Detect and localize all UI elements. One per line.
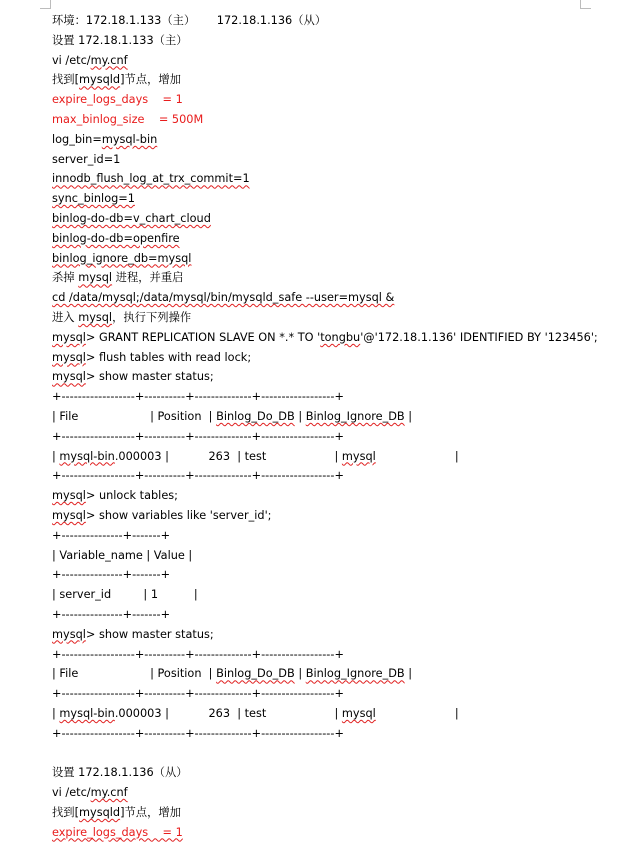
spellcheck-flagged-text: expire_logs_days = 1 — [52, 825, 183, 839]
spellcheck-flagged-text: cd /data/mysql;/data/mysql/bin/mysqld_safe --user=mysql & — [52, 291, 395, 305]
document-line — [52, 645, 622, 665]
document-line — [52, 209, 622, 229]
spellcheck-flagged-text: mysql — [341, 706, 376, 720]
line-text: ，执行下列操作 — [112, 310, 192, 324]
line-text: > show variables like 'server_id'; — [85, 508, 272, 522]
line-text: ]节点，增加 — [120, 805, 181, 819]
line-text: vi /etc/ — [52, 786, 91, 800]
document-line — [52, 823, 622, 842]
line-text: | — [52, 706, 60, 720]
document-line — [52, 625, 622, 645]
line-text: 设置 172.18.1.133（主） — [52, 33, 188, 47]
line-text: vi /etc/ — [52, 53, 91, 67]
line-text: .000003 | 263 | test | — [114, 706, 342, 720]
document-line — [52, 110, 622, 130]
document-body[interactable] — [52, 11, 622, 842]
spellcheck-flagged-text: Binlog_Do_DB — [216, 409, 295, 423]
line-text: ]节点，增加 — [120, 73, 181, 87]
document-line — [52, 585, 622, 605]
document-line — [52, 684, 622, 704]
spellcheck-flagged-text: Binlog_Do_DB — [216, 667, 295, 681]
line-text: 找到[ — [52, 73, 80, 87]
line-text: | — [375, 449, 459, 463]
spellcheck-flagged-text: mysql — [341, 449, 376, 463]
document-line — [52, 486, 622, 506]
line-text: | — [294, 409, 306, 423]
spellcheck-flagged-text: mysql — [52, 627, 86, 641]
document-line — [52, 130, 622, 150]
document-line — [52, 367, 622, 387]
line-text: 设置 172.18.1.136（从） — [52, 766, 188, 780]
line-text: '@'172.18.1.136' IDENTIFIED BY '123456'; — [360, 330, 598, 344]
line-text: | File | Position | — [52, 667, 217, 681]
line-text: +------------------+----------+--------------+------------------+ — [52, 726, 344, 740]
document-line — [52, 664, 622, 684]
line-text: +------------------+----------+--------------+------------------+ — [52, 687, 344, 701]
line-text: .000003 | 263 | test | — [114, 449, 342, 463]
document-line — [52, 268, 622, 288]
document-line — [52, 565, 622, 585]
line-text: > show master status; — [85, 627, 214, 641]
line-text: +------------------+----------+--------------+------------------+ — [52, 390, 344, 404]
spellcheck-flagged-text: mysqld — [79, 73, 121, 87]
spellcheck-flagged-text: Binlog_Ignore_DB — [305, 409, 405, 423]
line-text: | Variable_name | Value | — [52, 548, 193, 562]
document-line — [52, 90, 622, 110]
spellcheck-flagged-text: mysql — [52, 508, 86, 522]
document-line — [52, 427, 622, 447]
line-text: +------------------+----------+--------------+------------------+ — [52, 647, 344, 661]
spellcheck-flagged-text: mysql-bin — [59, 706, 115, 720]
document-line — [52, 407, 622, 427]
document-line — [52, 447, 622, 467]
document-line — [52, 150, 622, 170]
spellcheck-flagged-text: binlog-do-db=v_chart_cloud — [52, 211, 211, 225]
spellcheck-flagged-text: mysql — [52, 330, 86, 344]
spellcheck-flagged-text: mysql-bin — [101, 132, 158, 146]
line-text: 进程，并重启 — [112, 271, 184, 285]
document-line — [52, 229, 622, 249]
spellcheck-flagged-text: sync_binlog=1 — [52, 192, 135, 206]
document-line — [52, 763, 622, 783]
spellcheck-flagged-text: mysql-bin — [59, 449, 115, 463]
line-text: server_id=1 — [52, 152, 121, 166]
document-line — [52, 51, 622, 71]
line-text: +---------------+-------+ — [52, 528, 171, 542]
document-line — [52, 466, 622, 486]
line-text: +------------------+----------+--------------+------------------+ — [52, 429, 344, 443]
line-text: > show master status; — [85, 370, 214, 384]
line-text: > flush tables with read lock; — [85, 350, 252, 364]
document-line — [52, 743, 622, 763]
document-line — [52, 526, 622, 546]
spellcheck-flagged-text: mysql — [52, 370, 86, 384]
document-line — [52, 605, 622, 625]
spellcheck-flagged-text: mysql — [78, 271, 113, 285]
spellcheck-flagged-text: mysql — [52, 350, 86, 364]
line-text: +---------------+-------+ — [52, 607, 171, 621]
spellcheck-flagged-text: tongbu — [320, 330, 361, 344]
document-line — [52, 328, 622, 348]
document-line — [52, 169, 622, 189]
line-text: 环境：172.18.1.133（主） 172.18.1.136（从） — [52, 14, 327, 27]
document-line — [52, 803, 622, 823]
document-line — [52, 387, 622, 407]
spellcheck-flagged-text: mysql — [52, 489, 86, 503]
line-text: 进入 — [52, 310, 79, 324]
page-corner-mark-right — [580, 0, 591, 9]
document-line — [52, 11, 622, 31]
document-line — [52, 308, 622, 328]
line-text: +---------------+-------+ — [52, 568, 171, 582]
document-line — [52, 70, 622, 90]
document-line — [52, 783, 622, 803]
spellcheck-flagged-text: binlog-do-db=openfire — [52, 231, 180, 245]
line-text: | — [404, 409, 413, 423]
line-text: | server_id | 1 | — [52, 588, 198, 602]
line-text: > unlock tables; — [85, 489, 178, 503]
spellcheck-flagged-text: mysqld — [79, 805, 121, 819]
document-line — [52, 189, 622, 209]
line-text: log_bin= — [52, 132, 102, 146]
line-text: > GRANT REPLICATION SLAVE ON *.* TO ' — [85, 330, 321, 344]
spellcheck-flagged-text: my.cnf — [90, 53, 128, 67]
spellcheck-flagged-text: binlog_ignore_db=mysql — [52, 251, 192, 265]
line-text: 找到[ — [52, 805, 80, 819]
document-line — [52, 31, 622, 51]
line-text: max_binlog_size = 500M — [52, 112, 204, 126]
line-text: | — [404, 667, 413, 681]
document-line — [52, 249, 622, 269]
document-line — [52, 348, 622, 368]
line-text: 杀掉 — [52, 271, 79, 285]
spellcheck-flagged-text: Binlog_Ignore_DB — [305, 667, 405, 681]
line-text: | — [52, 449, 60, 463]
spellcheck-flagged-text: innodb_flush_log_at_trx_commit=1 — [52, 172, 250, 186]
document-line — [52, 546, 622, 566]
document-line — [52, 288, 622, 308]
document-line — [52, 506, 622, 526]
line-text: expire_logs_days = 1 — [52, 93, 183, 107]
document-line — [52, 724, 622, 744]
document-line — [52, 704, 622, 724]
line-text: +------------------+----------+--------------+------------------+ — [52, 469, 344, 483]
page-corner-mark-left — [40, 0, 51, 9]
spellcheck-flagged-text: mysql — [78, 310, 113, 324]
line-text: | File | Position | — [52, 409, 217, 423]
spellcheck-flagged-text: my.cnf — [90, 786, 128, 800]
line-text: | — [375, 706, 459, 720]
line-text: | — [294, 667, 306, 681]
